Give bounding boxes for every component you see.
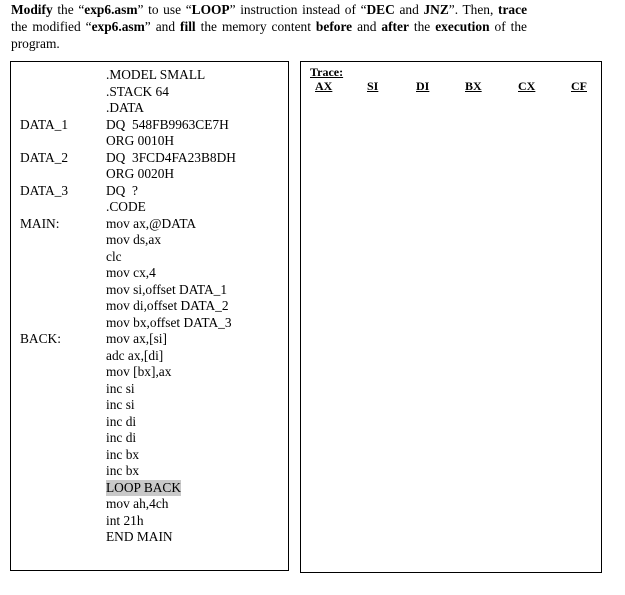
code-instruction: mov di,offset DATA_2	[106, 298, 229, 313]
code-instruction: mov [bx],ax	[106, 364, 172, 379]
instr-word-modify: Modify	[11, 2, 53, 17]
instr-word-execution: execution	[435, 19, 490, 34]
code-instruction: inc bx	[106, 463, 140, 478]
instr-word-before: before	[315, 19, 353, 34]
code-instruction: mov ds,ax	[106, 232, 162, 247]
instr-text: ” instruction instead of “	[229, 2, 367, 17]
instr-text: and	[352, 19, 382, 34]
code-instruction-highlighted: LOOP BACK	[106, 479, 182, 495]
trace-box	[300, 61, 602, 573]
code-instruction: .DATA	[106, 100, 144, 115]
code-instruction: mov cx,4	[106, 265, 156, 280]
code-instruction: .STACK 64	[106, 83, 169, 99]
trace-header-si: SI	[367, 79, 379, 93]
trace-header-cf: CF	[571, 79, 587, 93]
code-instruction: inc di	[106, 413, 137, 429]
code-instruction: inc si	[106, 380, 135, 396]
code-instruction: END MAIN	[106, 529, 173, 544]
code-instruction: inc di	[106, 430, 137, 445]
code-instruction: ORG 0010H	[106, 133, 175, 148]
instr-text: the “	[52, 2, 85, 17]
code-instruction: inc bx	[106, 446, 140, 462]
instr-filename: exp6.asm	[91, 19, 145, 34]
code-label: DATA_3	[20, 182, 69, 198]
instr-filename: exp6.asm	[84, 2, 138, 17]
code-instruction: DQ 3FCD4FA23B8DH	[106, 149, 236, 165]
code-instruction: .CODE	[106, 199, 146, 214]
instr-word-after: after	[381, 19, 409, 34]
code-instruction: mov ah,4ch	[106, 496, 169, 511]
instr-word-dec: DEC	[366, 2, 395, 17]
code-instruction: mov bx,offset DATA_3	[106, 314, 232, 330]
instr-text: the	[408, 19, 436, 34]
code-label: BACK:	[20, 331, 61, 346]
instr-word-trace: trace	[498, 2, 528, 17]
code-instruction: adc ax,[di]	[106, 347, 164, 363]
instr-text: and	[394, 2, 424, 17]
code-label: DATA_2	[20, 149, 69, 165]
code-label: MAIN:	[20, 215, 60, 231]
instr-text: ” and	[144, 19, 181, 34]
code-listing-box	[10, 61, 289, 571]
instructions-paragraph	[11, 1, 527, 52]
trace-header-ax: AX	[315, 79, 333, 93]
trace-header-bx: BX	[465, 79, 482, 93]
instr-text: the memory content	[195, 19, 316, 34]
code-instruction: clc	[106, 248, 122, 264]
code-instruction: ORG 0020H	[106, 166, 175, 181]
instr-text: of the program.	[11, 19, 527, 51]
instr-text: the modified “	[11, 19, 92, 34]
code-label: DATA_1	[20, 116, 69, 132]
instr-word-jnz: JNZ	[423, 2, 449, 17]
code-instruction: mov si,offset DATA_1	[106, 281, 228, 297]
code-instruction: inc si	[106, 397, 135, 412]
instr-word-fill: fill	[180, 19, 196, 34]
instr-text: ” to use “	[137, 2, 192, 17]
trace-title: Trace:	[310, 65, 344, 79]
code-instruction: .MODEL SMALL	[106, 67, 206, 82]
code-instruction: int 21h	[106, 512, 144, 528]
trace-header-cx: CX	[518, 79, 536, 93]
trace-header-di: DI	[416, 79, 430, 93]
code-instruction: DQ ?	[106, 182, 138, 198]
instr-text: ”. Then,	[448, 2, 499, 17]
code-instruction: mov ax,[si]	[106, 331, 167, 346]
code-instruction: DQ 548FB9963CE7H	[106, 116, 229, 132]
code-instruction: mov ax,@DATA	[106, 215, 197, 231]
instr-word-loop: LOOP	[191, 2, 230, 17]
